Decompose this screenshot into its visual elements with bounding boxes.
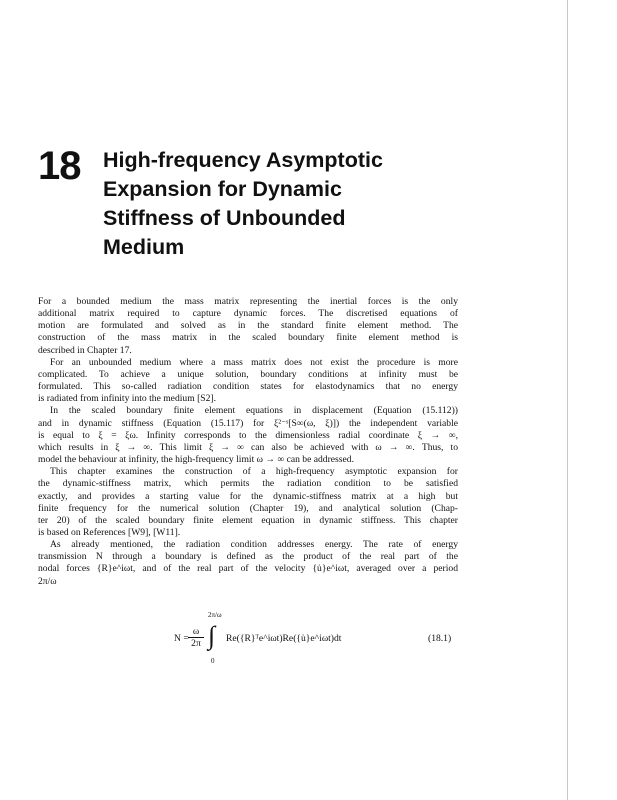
body-text [38,296,458,588]
fraction-numerator: ω [192,626,200,637]
body-line: is radiated from infinity into the medium [S2]. [38,393,216,405]
body-line: This chapter examines the construction of a high-frequency asymptotic expansion for [50,466,458,478]
equation-integrand: Re({R}ᵀe^iωt)Re({u̇}e^iωt)dt [226,633,342,644]
body-line: nodal forces {R}e^iωt, and of the real part of the velocity {u̇}e^iωt, averaged over a period [38,563,458,575]
body-line: exactly, and provides a starting value for the dynamic-stiffness matrix at a high but [38,490,458,502]
fraction-denominator: 2π [188,637,204,649]
chapter-title-line: High-frequency Asymptotic [103,148,383,172]
body-line: For an unbounded medium where a mass matrix does not exist the procedure is more [50,356,458,368]
chapter-number: 18 [38,144,81,188]
body-line: formulated. This so-called radiation condition states for elastodynamics that no energy [38,381,458,393]
body-line: which results in ξ → ∞. This limit ξ → ∞ can also be achieved with ω → ∞. Thus, to [38,441,458,453]
integral-sign: ∫ [208,621,216,650]
chapter-title-line: Medium [103,235,185,259]
chapter-title-line: Stiffness of Unbounded [103,206,346,230]
integral-upper-limit: 2π/ω [208,611,222,619]
body-line: 2π/ω [38,575,57,587]
body-line: is equal to ξ = ξω. Infinity corresponds to the dimensionless radial coordinate ξ → ∞, [38,429,458,441]
body-line: the dynamic-stiffness matrix, which permits the radiation condition to be satisfied [38,478,458,490]
chapter-title-line: Expansion for Dynamic [103,177,342,201]
integral-lower-limit: 0 [211,657,215,665]
body-line: ter 20) of the scaled boundary finite element equation in dynamic stiffness. This chapter [38,514,458,526]
equation-number: (18.1) [428,633,452,644]
body-line: In the scaled boundary finite element equations in displacement (Equation (15.112)) [50,405,458,417]
body-line: transmission N through a boundary is defined as the product of the real part of the [38,551,458,563]
page-edge-rule [567,0,568,800]
body-line: model the behaviour at infinity, the high-frequency limit ω → ∞ can be addressed. [38,454,354,466]
equation-18-1 [38,611,458,671]
chapter-title [103,146,503,262]
equation-fraction [188,626,204,649]
body-line: finite frequency for the numerical solution (Chapter 19), and analytical solution (Chap- [38,502,458,514]
body-line: As already mentioned, the radiation condition addresses energy. The rate of energy [50,539,458,551]
body-line: is based on References [W9], [W11]. [38,526,181,538]
body-line: and in dynamic stiffness (Equation (15.117) for ξ²⁻ˢ[S∞(ω, ξ)]) the independent variable [38,417,458,429]
body-line: additional matrix required to capture dynamic forces. The discretised equations of [38,308,458,320]
body-line: described in Chapter 17. [38,344,132,356]
body-line: complicated. To achieve a unique solution, boundary conditions at infinity must be [38,368,458,380]
body-line: motion are formulated and solved as in the standard finite element method. The [38,320,458,332]
body-line: construction of the mass matrix in the scaled boundary finite element method is [38,332,458,344]
equation-lhs: N = [174,633,189,644]
body-line: For a bounded medium the mass matrix representing the inertial forces is the only [38,296,458,307]
